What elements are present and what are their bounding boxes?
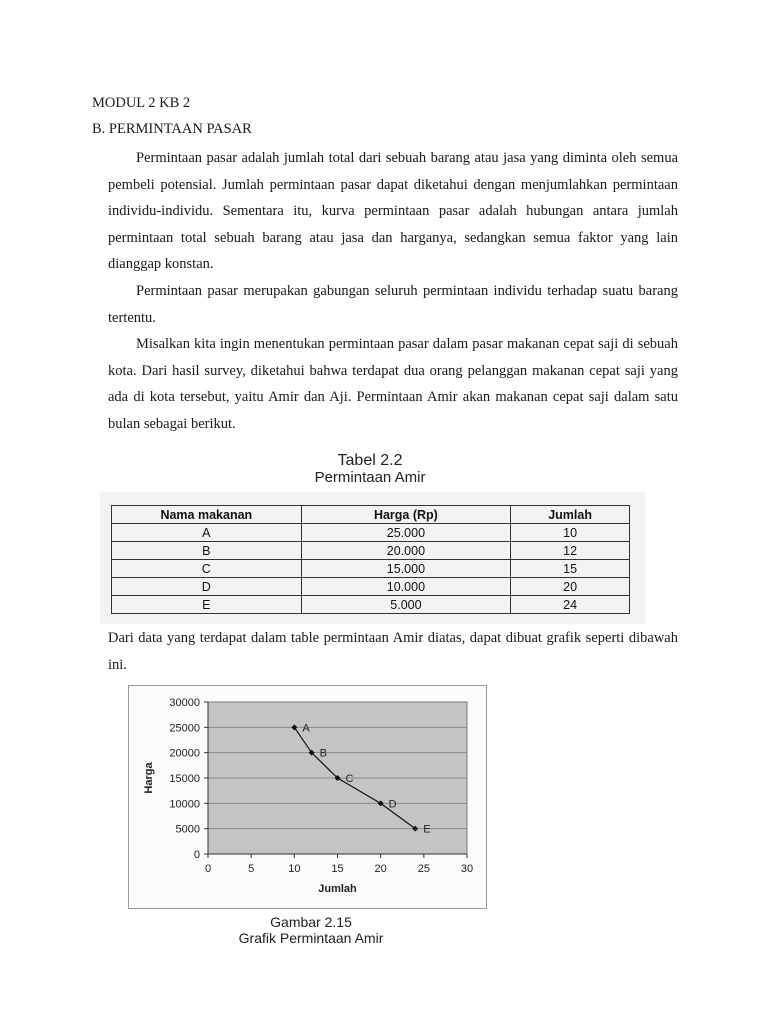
demand-chart: [128, 685, 487, 909]
demand-table: [111, 505, 630, 614]
cell-price: 5.000: [301, 596, 511, 614]
cell-food: A: [112, 524, 302, 542]
y-tick-label: 30000: [169, 697, 200, 709]
x-tick-label: 0: [204, 863, 212, 875]
y-tick-label: 5000: [175, 823, 200, 836]
cell-price: 25.000: [301, 524, 511, 542]
paragraph-market-demand-combination: Permintaan pasar merupakan gabungan seluruh permintaan individu terhadap suatu barang tertentu.: [108, 283, 678, 326]
cell-quantity: 24: [511, 596, 630, 614]
data-point-label: E: [423, 823, 431, 836]
cell-quantity: 15: [511, 560, 630, 578]
paragraph-chart-intro: Dari data yang terdapat dalam table permintaan Amir diatas, dapat dibuat grafik seperti dibawah ini.: [108, 630, 678, 673]
cell-price: 20.000: [301, 542, 511, 560]
y-tick-label: 25000: [169, 722, 200, 735]
cell-price: 10.000: [301, 578, 511, 596]
cell-food: E: [112, 596, 302, 614]
y-axis-label: Harga: [143, 762, 155, 794]
cell-quantity: 10: [511, 524, 630, 542]
x-tick-label: 5: [248, 863, 255, 875]
y-tick-label: 20000: [169, 747, 200, 760]
cell-price: 15.000: [301, 560, 511, 578]
x-tick-label: 30: [460, 863, 474, 875]
data-point-label: C: [345, 773, 354, 785]
figure-title: Grafik Permintaan Amir: [238, 930, 384, 946]
x-tick-label: 10: [288, 863, 301, 875]
column-header-price: Harga (Rp): [301, 506, 511, 524]
table-row: [112, 524, 630, 542]
x-axis-label: Jumlah: [318, 883, 357, 895]
table-row: [112, 560, 630, 578]
table-row: [112, 596, 630, 614]
section-heading: B. PERMINTAAN PASAR: [92, 121, 252, 137]
x-tick-label: 20: [374, 863, 387, 875]
y-tick-label: 10000: [169, 798, 200, 811]
paragraph-market-demand-definition: Permintaan pasar adalah jumlah total dari sebuah barang atau jasa yang diminta oleh semua pembeli potensial. Jumlah permintaan pasar dapat diketahui dengan menjumlahkan permintaan individu-individu. Sementara itu, kurva permintaan pasar adalah hubungan antara jumlah permintaan total sebuah barang atau jasa dan harganya, sedangkan semua faktor yang lain dianggap konstan.: [108, 150, 678, 272]
table-caption: [200, 452, 540, 486]
chart-svg: [129, 686, 486, 908]
table-row: [112, 578, 630, 596]
data-point-label: A: [302, 722, 310, 735]
data-point-label: B: [319, 747, 327, 760]
y-tick-label: 0: [193, 849, 200, 861]
column-header-quantity: Jumlah: [511, 506, 630, 524]
cell-food: C: [112, 560, 302, 578]
cell-food: D: [112, 578, 302, 596]
cell-quantity: 20: [511, 578, 630, 596]
x-tick-label: 15: [331, 863, 344, 875]
paragraph-fast-food-example: Misalkan kita ingin menentukan permintaan pasar dalam pasar makanan cepat saji di sebuah kota. Dari hasil survey, diketahui bahwa terdapat dua orang pelanggan makanan cepat saji yang ada di kota tersebut, yaitu Amir dan Aji. Permintaan Amir akan makanan cepat saji dalam satu bulan sebagai berikut.: [108, 336, 678, 432]
cell-quantity: 12: [511, 542, 630, 560]
module-heading: MODUL 2 KB 2: [92, 95, 191, 111]
y-tick-label: 15000: [169, 773, 200, 785]
table-header-row: [112, 506, 630, 524]
table-row: [112, 542, 630, 560]
x-tick-label: 25: [417, 863, 430, 875]
figure-caption: [206, 914, 416, 946]
data-point-label: D: [388, 798, 397, 811]
cell-food: B: [112, 542, 302, 560]
column-header-food: Nama makanan: [112, 506, 302, 524]
figure-number: Gambar 2.15: [270, 914, 352, 930]
table-number: Tabel 2.2: [337, 452, 403, 469]
table-title: Permintaan Amir: [314, 469, 426, 486]
